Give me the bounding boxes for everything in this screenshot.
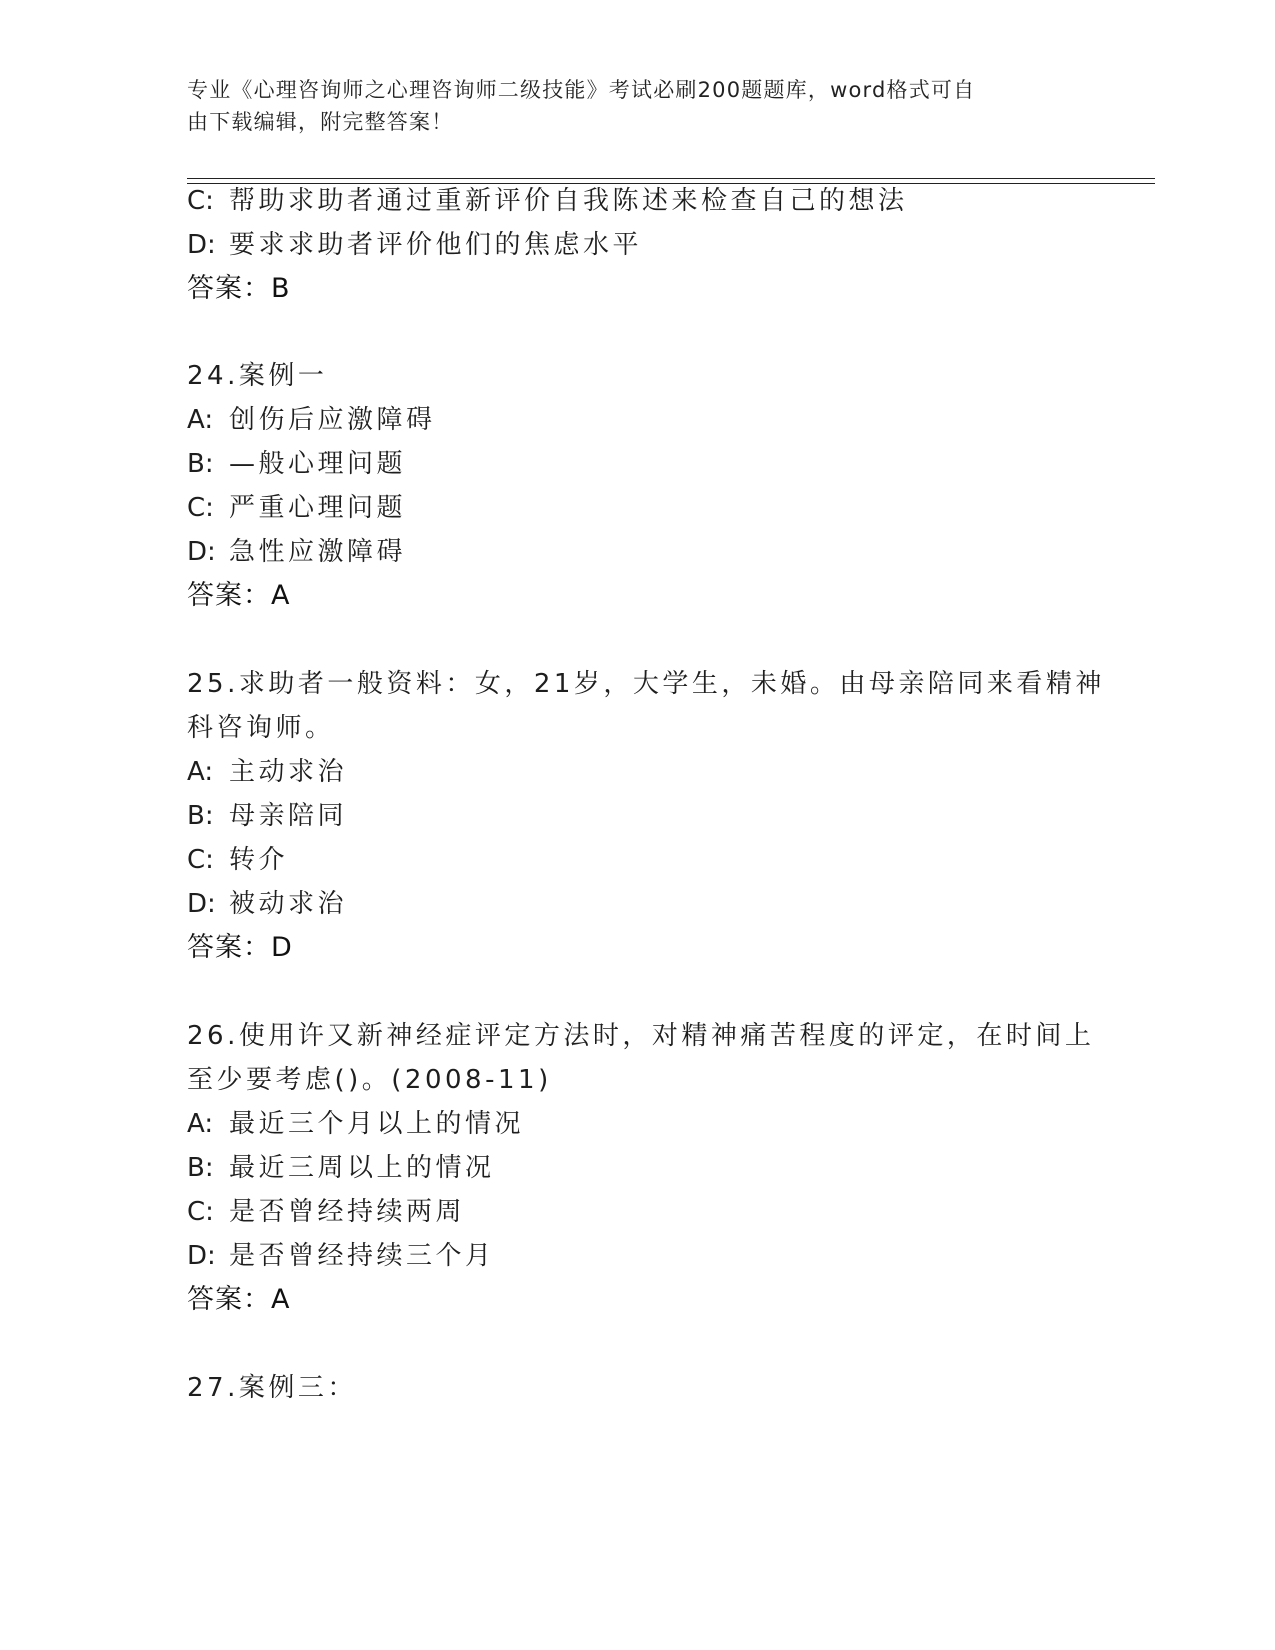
answer-line xyxy=(187,579,290,613)
document-header xyxy=(187,74,1067,138)
answer-label: 答案： xyxy=(187,1284,271,1315)
question-stem-continued: 科咨询师。 xyxy=(187,713,335,743)
option-text: 转介 xyxy=(229,845,289,875)
question-stem: 27.案例三： xyxy=(187,1373,357,1403)
header-line-2: 由下载编辑，附完整答案！ xyxy=(187,110,454,134)
option-letter: C: xyxy=(187,493,214,523)
option-letter: D: xyxy=(187,1241,216,1271)
option-d xyxy=(187,228,642,262)
option-letter: B: xyxy=(187,1153,214,1183)
answer-value: B xyxy=(271,273,291,304)
option-letter: C: xyxy=(187,845,214,875)
option-b xyxy=(187,1151,495,1185)
option-c xyxy=(187,843,288,877)
option-a xyxy=(187,403,436,437)
answer-label: 答案： xyxy=(187,580,271,611)
option-text: 要求求助者评价他们的焦虑水平 xyxy=(229,230,643,260)
answer-line xyxy=(187,1283,290,1317)
option-letter: D: xyxy=(187,889,216,919)
option-letter: B: xyxy=(187,801,214,831)
question-stem: 26.使用许又新神经症评定方法时，对精神痛苦程度的评定，在时间上 xyxy=(187,1021,1095,1051)
answer-value: D xyxy=(271,932,293,963)
answer-value: A xyxy=(271,580,291,611)
answer-line xyxy=(187,272,291,306)
option-d xyxy=(187,1239,495,1273)
header-divider-top xyxy=(187,178,1155,179)
option-text: 最近三周以上的情况 xyxy=(229,1153,495,1183)
option-a xyxy=(187,1107,524,1141)
option-letter: D: xyxy=(187,537,216,567)
question-stem: 24.案例一 xyxy=(187,361,328,391)
answer-label: 答案： xyxy=(187,932,271,963)
option-letter: A: xyxy=(187,757,214,787)
option-text: 被动求治 xyxy=(229,889,348,919)
option-text: 严重心理问题 xyxy=(229,493,407,523)
option-a xyxy=(187,755,347,789)
option-d xyxy=(187,535,406,569)
option-b xyxy=(187,799,347,833)
option-text: —般心理问题 xyxy=(229,449,407,479)
option-c xyxy=(187,1195,465,1229)
answer-value: A xyxy=(271,1284,291,1315)
option-text: 是否曾经持续两周 xyxy=(229,1197,466,1227)
option-letter: D: xyxy=(187,230,216,260)
option-letter: A: xyxy=(187,1109,214,1139)
option-text: 帮助求助者通过重新评价自我陈述来检查自己的想法 xyxy=(229,186,908,216)
option-d xyxy=(187,887,347,921)
option-letter: C: xyxy=(187,186,214,216)
option-c xyxy=(187,184,908,218)
option-letter: C: xyxy=(187,1197,214,1227)
option-text: 最近三个月以上的情况 xyxy=(229,1109,525,1139)
question-stem: 25.求助者一般资料：女，21岁，大学生，未婚。由母亲陪同来看精神 xyxy=(187,669,1105,699)
option-text: 主动求治 xyxy=(229,757,348,787)
option-letter: B: xyxy=(187,449,214,479)
question-stem-continued: 至少要考虑()。(2008-11) xyxy=(187,1065,552,1095)
option-b xyxy=(187,447,406,481)
option-text: 急性应激障碍 xyxy=(229,537,407,567)
option-text: 创伤后应激障碍 xyxy=(229,405,436,435)
option-letter: A: xyxy=(187,405,214,435)
option-c xyxy=(187,491,406,525)
answer-label: 答案： xyxy=(187,273,271,304)
option-text: 母亲陪同 xyxy=(229,801,348,831)
answer-line xyxy=(187,931,293,965)
header-line-1: 专业《心理咨询师之心理咨询师二级技能》考试必刷200题题库，word格式可自 xyxy=(187,78,976,102)
option-text: 是否曾经持续三个月 xyxy=(229,1241,495,1271)
